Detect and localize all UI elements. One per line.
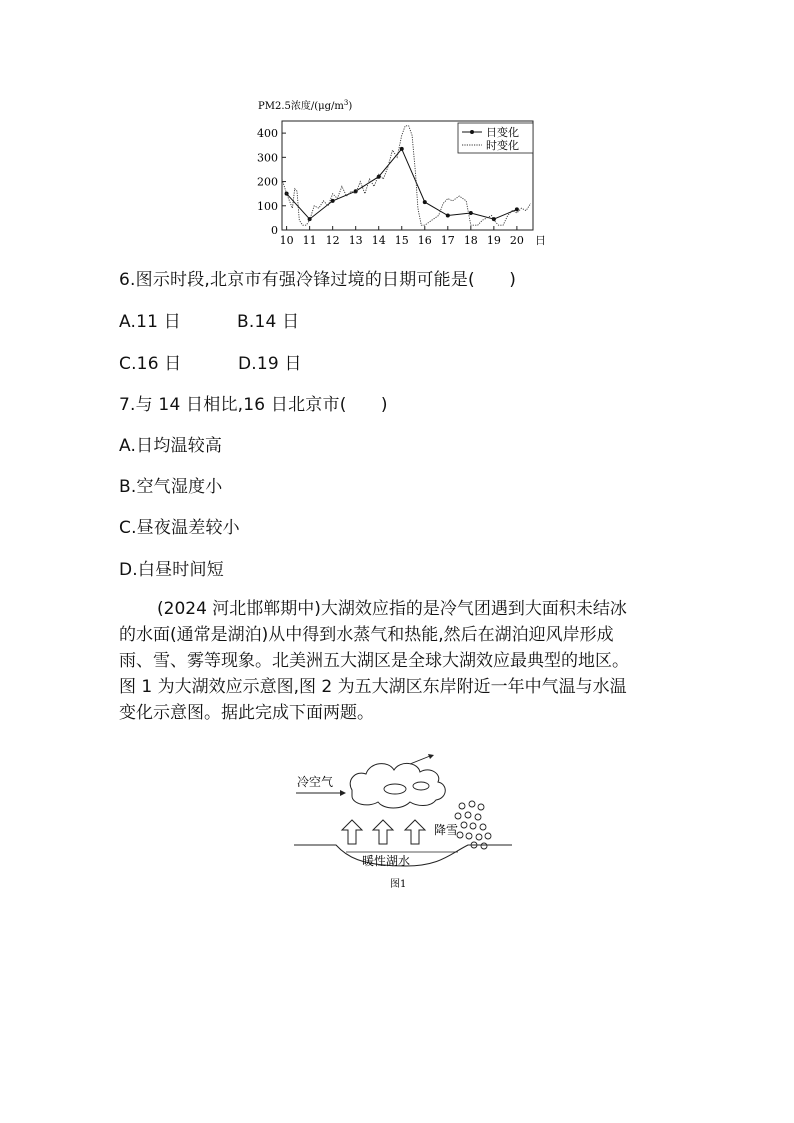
passage-line-1: (2024 河北邯郸期中)大湖效应指的是冷气团遇到大面积未结冰 <box>157 599 627 619</box>
y-tick-label: 300 <box>257 151 278 165</box>
x-tick-label: 11 <box>302 234 317 247</box>
x-tick-label: 19 <box>486 234 501 247</box>
series-daily-point <box>515 207 519 211</box>
legend-label: 日变化 <box>486 126 519 139</box>
series-daily-point <box>400 147 404 151</box>
x-tick-label: 12 <box>325 234 340 247</box>
y-tick-label: 0 <box>271 224 278 237</box>
x-tick-label: 17 <box>440 234 455 247</box>
snowfall-label: 降雪 <box>434 823 459 837</box>
passage-line-4: 图 1 为大湖效应示意图,图 2 为五大湖区东岸附近一年中气温与水温 <box>119 677 627 697</box>
x-axis-unit-label: 日 <box>535 234 546 247</box>
passage-line-2: 的水面(通常是湖泊)从中得到水蒸气和热能,然后在湖泊迎风岸形成 <box>119 625 614 645</box>
question-7-option-c: C.昼夜温差较小 <box>119 518 240 538</box>
chart-legend <box>458 123 533 153</box>
passage-line-5: 变化示意图。据此完成下面两题。 <box>119 703 374 723</box>
snowflakes-icon <box>455 801 491 849</box>
series-daily-point <box>423 200 427 204</box>
x-tick-label: 14 <box>371 234 386 247</box>
legend-label: 时变化 <box>486 139 519 152</box>
question-6-stem: 6.图示时段,北京市有强冷锋过境的日期可能是( ) <box>119 270 517 290</box>
cloud-icon <box>350 763 445 808</box>
series-daily-point <box>331 199 335 203</box>
y-tick-label: 100 <box>257 199 278 213</box>
question-6-option-b: B.14 日 <box>237 312 300 332</box>
question-7-stem: 7.与 14 日相比,16 日北京市( ) <box>119 395 388 415</box>
figure-1-lake-effect-diagram <box>290 748 520 896</box>
rising-vapor-arrows-icon <box>342 820 425 844</box>
wind-arrow-icon <box>410 756 430 764</box>
passage <box>119 596 629 726</box>
y-tick-label: 200 <box>257 175 278 189</box>
x-tick-label: 15 <box>394 234 409 247</box>
warm-lake-label: 暖性湖水 <box>362 854 411 868</box>
question-7-option-b: B.空气湿度小 <box>119 477 223 497</box>
series-daily-line <box>287 149 517 219</box>
x-tick-label: 13 <box>348 234 363 247</box>
legend-marker-daily <box>470 130 474 134</box>
x-tick-label: 20 <box>509 234 524 247</box>
figure-1-caption: 图1 <box>390 879 407 890</box>
cold-air-label: 冷空气 <box>297 775 334 789</box>
x-tick-label: 10 <box>279 234 294 247</box>
question-6-option-d: D.19 日 <box>238 354 302 374</box>
cold-air-arrow-icon <box>296 790 346 796</box>
series-daily-point <box>469 211 473 215</box>
y-axis-label: PM2.5浓度$/(\mu g/m^3)$ <box>258 99 353 112</box>
question-7-option-d: D.白昼时间短 <box>119 560 224 580</box>
question-6-option-c: C.16 日 <box>119 354 182 374</box>
y-tick-label: 400 <box>257 127 278 141</box>
series-daily-point <box>446 213 450 217</box>
x-tick-label: 16 <box>417 234 432 247</box>
passage-line-3: 雨、雪、雾等现象。北美洲五大湖区是全球大湖效应最典型的地区。 <box>119 651 629 671</box>
pm25-chart <box>250 95 550 255</box>
question-7-option-a: A.日均温较高 <box>119 436 223 456</box>
question-6-option-a: A.11 日 <box>119 312 181 332</box>
x-tick-label: 18 <box>463 234 478 247</box>
